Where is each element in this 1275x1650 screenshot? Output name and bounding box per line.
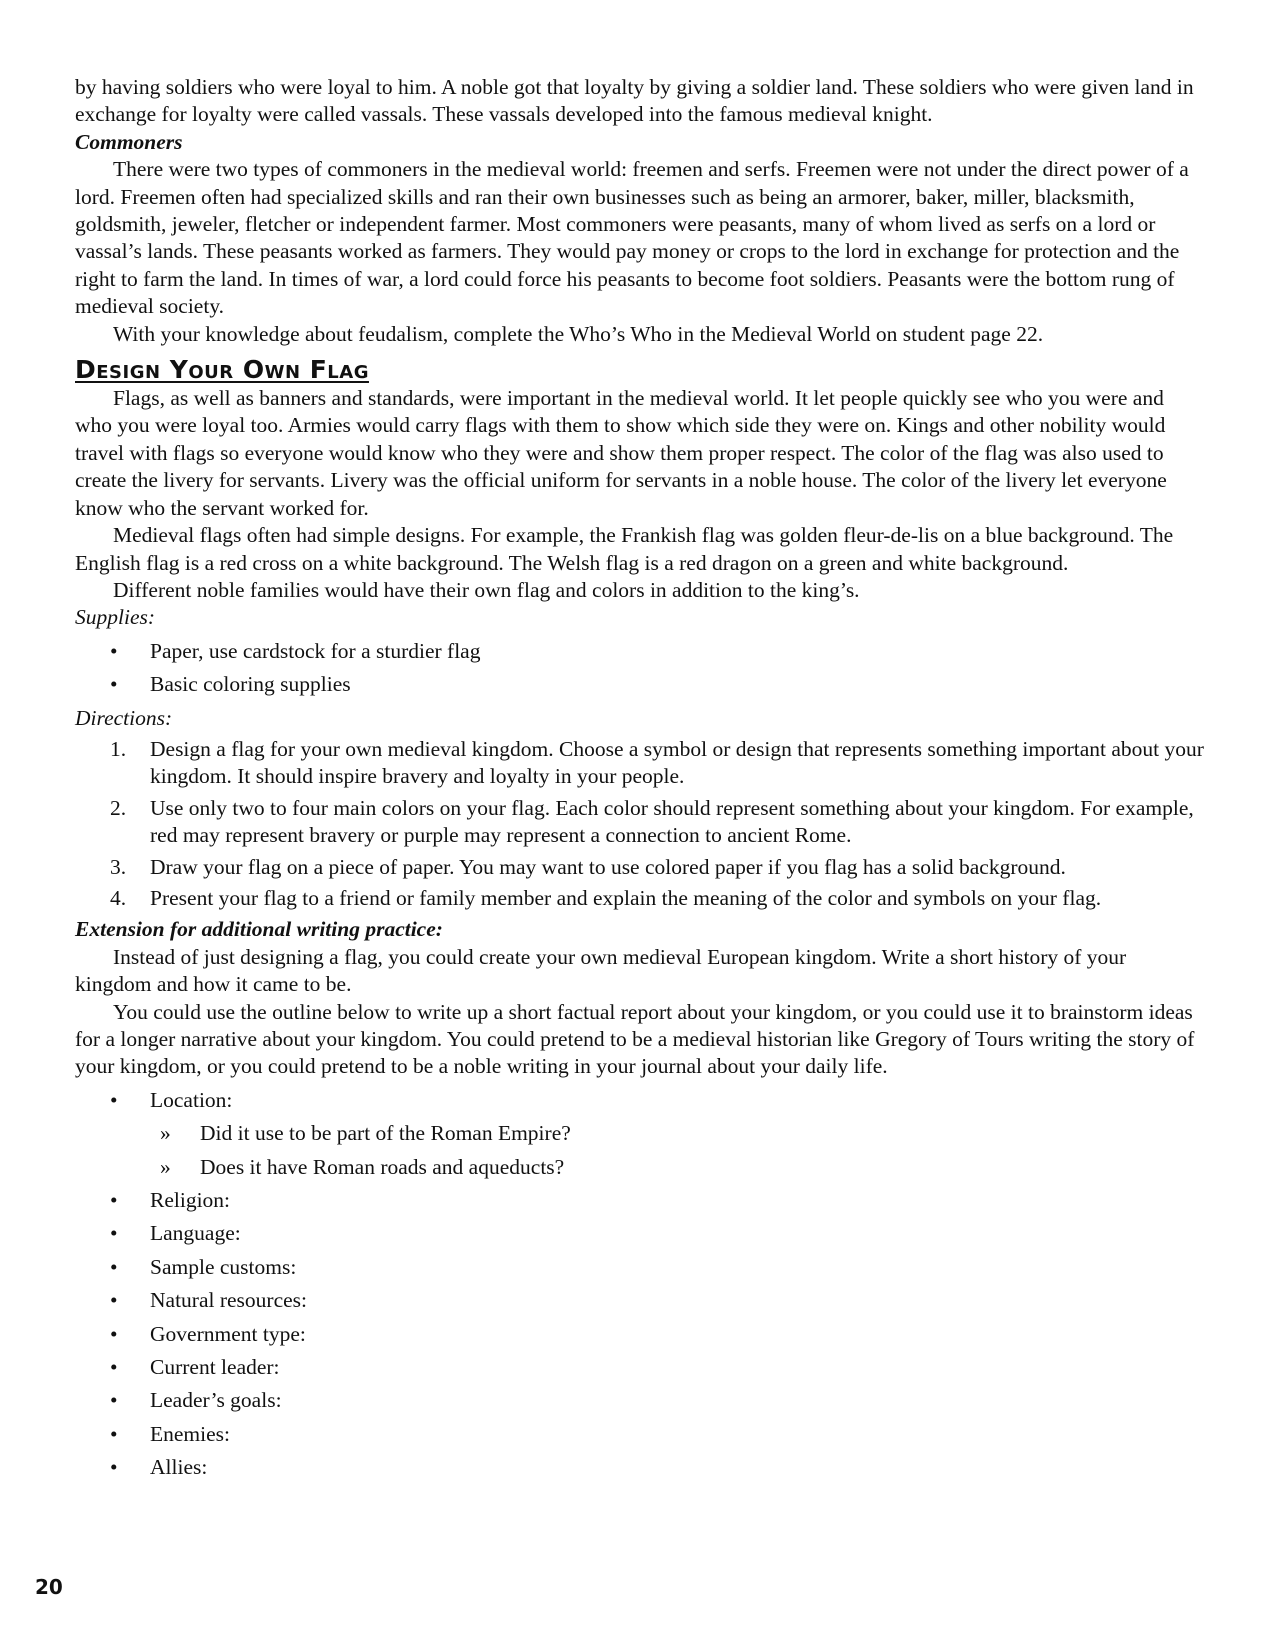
list-item: • Paper, use cardstock for a sturdier flag: [75, 638, 1205, 665]
list-item: • Current leader:: [75, 1354, 1205, 1381]
document-page: [75, 74, 1205, 1488]
sub-list-item: » Did it use to be part of the Roman Empire?: [150, 1120, 1205, 1147]
list-item: • Language:: [75, 1220, 1205, 1247]
list-item: 3. Draw your flag on a piece of paper. You may want to use colored paper if you flag has a solid background.: [75, 854, 1205, 881]
chevron-right-icon: »: [160, 1121, 171, 1146]
list-item: 1. Design a flag for your own medieval kingdom. Choose a symbol or design that represents something important about your kingdom. It should inspire bravery and loyalty in your people.: [110, 736, 1204, 789]
step-number: 4.: [110, 885, 127, 910]
list-item: • Allies:: [75, 1454, 1205, 1481]
bullet-icon: •: [110, 1221, 118, 1246]
extension-heading: Extension for additional writing practice:: [75, 917, 443, 942]
bullet-icon: •: [110, 1087, 118, 1112]
list-item: • Enemies:: [75, 1421, 1205, 1448]
extension-paragraph-2: You could use the outline below to write up a short factual report about your kingdom, or you could use it to brainstorm ideas for a longer narrative about your kingdom. You could pretend to be a medieval historian like Gregory of Tours writing the story of your kingdom, or you could pretend to be a noble writing in your journal about your daily life.: [75, 999, 1195, 1079]
extension-paragraph-1: Instead of just designing a flag, you could create your own medieval European kingdom. Write a short history of your kingdom and how it came to be.: [75, 944, 1127, 997]
list-item: • Government type:: [75, 1321, 1205, 1348]
directions-heading: Directions:: [75, 705, 173, 730]
commoners-heading: Commoners: [75, 129, 183, 154]
list-item: • Leader’s goals:: [75, 1387, 1205, 1414]
bullet-icon: •: [110, 1455, 118, 1480]
intro-continuation: by having soldiers who were loyal to him. A noble got that loyalty by giving a soldier land. These soldiers who were given land in exchange for loyalty were called vassals. These vassals developed into the famous medieval knight.: [75, 75, 1194, 127]
list-item: • Sample customs:: [75, 1254, 1205, 1281]
page-number: 20: [35, 1575, 63, 1599]
supplies-heading: Supplies:: [75, 605, 156, 630]
bullet-icon: •: [110, 1355, 118, 1380]
step-number: 3.: [110, 854, 127, 879]
step-number: 1.: [110, 736, 127, 761]
chevron-right-icon: »: [160, 1154, 171, 1179]
section-title-design-flag: Design Your Own Flag: [75, 355, 369, 385]
kingdom-outline: [75, 1087, 1205, 1482]
location-sublist: [150, 1120, 1205, 1181]
step-number: 2.: [110, 795, 127, 820]
bullet-icon: •: [110, 672, 118, 697]
bullet-icon: •: [110, 1288, 118, 1313]
bullet-icon: •: [110, 638, 118, 663]
bullet-icon: •: [110, 1321, 118, 1346]
bullet-icon: •: [110, 1421, 118, 1446]
supplies-list: [75, 638, 1205, 699]
list-item-location: • Location: » Did it use to be part of the Roman Empire? » Does it have Roman roads and aqueducts?: [75, 1087, 1205, 1181]
list-item: • Natural resources:: [75, 1287, 1205, 1314]
bullet-icon: •: [110, 1254, 118, 1279]
commoners-paragraph-2: With your knowledge about feudalism, complete the Who’s Who in the Medieval World on student page 22.: [113, 321, 1044, 346]
list-item: • Basic coloring supplies: [75, 671, 1205, 698]
bullet-icon: •: [110, 1188, 118, 1213]
bullet-icon: •: [110, 1388, 118, 1413]
flag-paragraph-1: Flags, as well as banners and standards, were important in the medieval world. It let people quickly see who you were and who you were loyal too. Armies would carry flags with them to show which side they were on. Kings and other nobility would travel with flags so everyone would know who they were and show them proper respect. The color of the flag was also used to create the livery for servants. Livery was the official uniform for servants in a noble house. The color of the livery let everyone know who the servant worked for.: [75, 386, 1167, 520]
directions-list: [75, 736, 1205, 912]
list-item: 2. Use only two to four main colors on your flag. Each color should represent something about your kingdom. For example, red may represent bravery or purple may represent a connection to ancient Rome.: [110, 795, 1194, 848]
flag-paragraph-2: Medieval flags often had simple designs. For example, the Frankish flag was golden fleur-de-lis on a blue background. The English flag is a red cross on a white background. The Welsh flag is a red dragon on a green and white background.: [75, 523, 1174, 575]
list-item: 4. Present your flag to a friend or family member and explain the meaning of the color and symbols on your flag.: [75, 885, 1205, 912]
flag-paragraph-3: Different noble families would have their own flag and colors in addition to the king’s.: [113, 577, 860, 602]
sub-list-item: » Does it have Roman roads and aqueducts?: [150, 1154, 1205, 1181]
list-item: • Religion:: [75, 1187, 1205, 1214]
commoners-paragraph-1: There were two types of commoners in the medieval world: freemen and serfs. Freemen were not under the direct power of a lord. Freemen often had specialized skills and ran their own businesses such as being an armorer, baker, miller, blacksmith, goldsmith, jeweler, fletcher or independent farmer. Most commoners were peasants, many of whom lived as serfs on a lord or vassal’s lands. These peasants worked as farmers. They would pay money or crops to the lord in exchange for protection and the right to farm the land. In times of war, a lord could force his peasants to become foot soldiers. Peasants were the bottom rung of medieval society.: [75, 157, 1189, 319]
